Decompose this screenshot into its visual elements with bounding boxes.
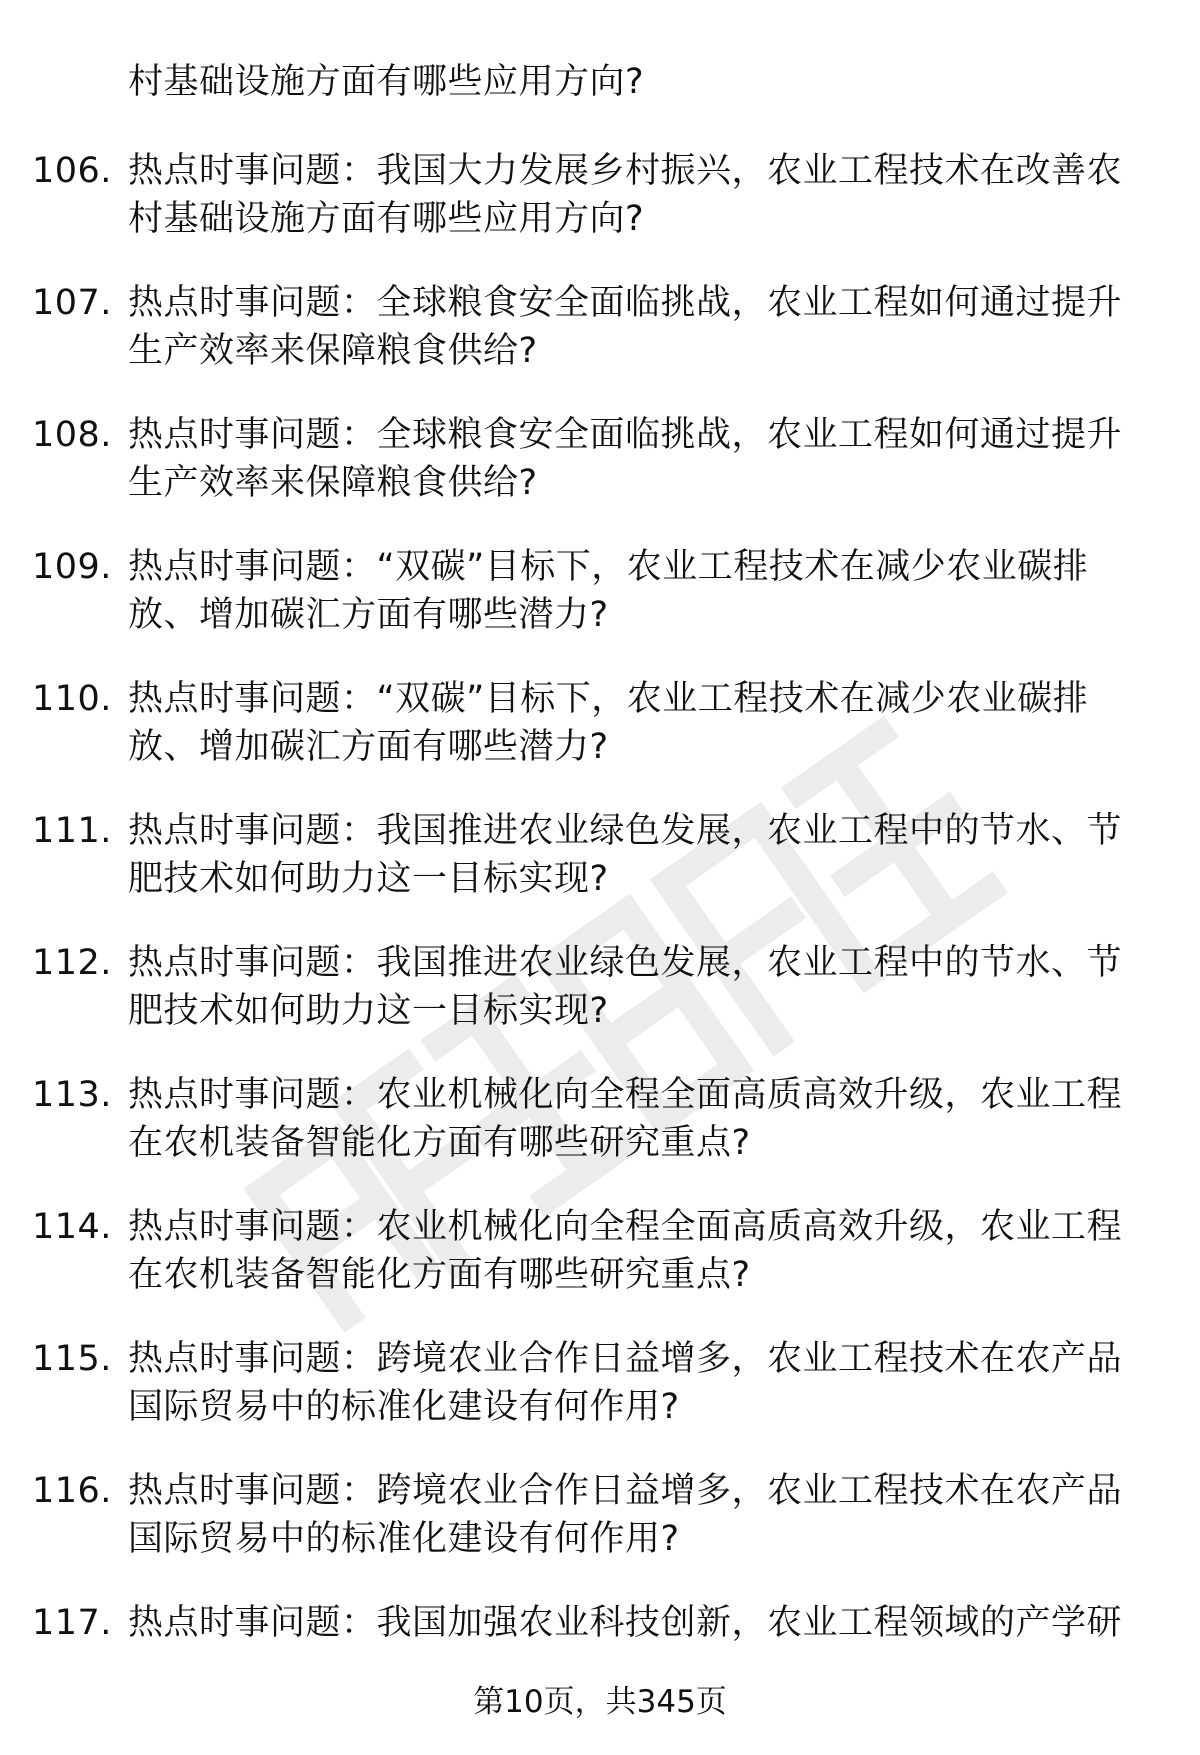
question-line: 肥技术如何助力这一目标实现? (128, 991, 609, 1031)
question-line: 热点时事问题：跨境农业合作日益增多，农业工程技术在农产品 (128, 1471, 1123, 1511)
question-number: 107. (32, 283, 112, 323)
question-number: 114. (32, 1207, 112, 1247)
list-item (0, 807, 1200, 939)
question-number: 109. (32, 547, 112, 587)
question-text (128, 939, 1138, 1035)
question-line: 热点时事问题：“双碳”目标下，农业工程技术在减少农业碳排 (128, 679, 1089, 719)
list-item (0, 1071, 1200, 1203)
question-line: 热点时事问题：跨境农业合作日益增多，农业工程技术在农产品 (128, 1339, 1123, 1379)
question-number: 111. (32, 811, 112, 851)
page-footer: 第10页，共345页 (473, 1684, 727, 1720)
question-line: 热点时事问题：农业机械化向全程全面高质高效升级，农业工程 (128, 1207, 1123, 1247)
question-text (128, 411, 1138, 507)
question-number: 113. (32, 1075, 112, 1115)
question-line: 生产效率来保障粮食供给? (128, 331, 538, 371)
question-line: 热点时事问题：全球粮食安全面临挑战，农业工程如何通过提升 (128, 283, 1123, 323)
question-line: 热点时事问题：我国推进农业绿色发展，农业工程中的节水、节 (128, 943, 1123, 983)
list-item (0, 675, 1200, 807)
question-text (128, 1203, 1138, 1299)
question-text (128, 543, 1138, 639)
question-list (0, 147, 1200, 1731)
question-text (128, 1467, 1138, 1563)
question-text (128, 279, 1138, 375)
question-text (128, 807, 1138, 903)
question-number: 110. (32, 679, 112, 719)
list-item (0, 543, 1200, 675)
list-item (0, 1467, 1200, 1599)
list-item (0, 1203, 1200, 1335)
question-number: 116. (32, 1471, 112, 1511)
list-item (0, 1335, 1200, 1467)
question-line: 热点时事问题：农业机械化向全程全面高质高效升级，农业工程 (128, 1075, 1123, 1115)
question-line: 热点时事问题：“双碳”目标下，农业工程技术在减少农业碳排 (128, 547, 1089, 587)
list-item (0, 939, 1200, 1071)
question-line: 在农机装备智能化方面有哪些研究重点? (128, 1123, 751, 1163)
continuation-text: 村基础设施方面有哪些应用方向? (128, 62, 645, 102)
question-text (128, 675, 1138, 771)
question-line: 放、增加碳汇方面有哪些潜力? (128, 727, 609, 767)
question-line: 热点时事问题：我国加强农业科技创新，农业工程领域的产学研 (128, 1603, 1123, 1643)
question-text (128, 147, 1138, 243)
list-item (0, 411, 1200, 543)
question-text (128, 1335, 1138, 1431)
question-line: 放、增加碳汇方面有哪些潜力? (128, 595, 609, 635)
question-text (128, 1071, 1138, 1167)
question-line: 热点时事问题：我国推进农业绿色发展，农业工程中的节水、节 (128, 811, 1123, 851)
question-line: 热点时事问题：我国大力发展乡村振兴，农业工程技术在改善农 (128, 151, 1123, 191)
question-line: 热点时事问题：全球粮食安全面临挑战，农业工程如何通过提升 (128, 415, 1123, 455)
question-number: 117. (32, 1603, 112, 1643)
question-line: 在农机装备智能化方面有哪些研究重点? (128, 1255, 751, 1295)
question-number: 115. (32, 1339, 112, 1379)
question-number: 106. (32, 151, 112, 191)
list-item (0, 147, 1200, 279)
question-line: 村基础设施方面有哪些应用方向? (128, 199, 645, 239)
question-line: 国际贸易中的标准化建设有何作用? (128, 1387, 680, 1427)
list-item (0, 279, 1200, 411)
question-line: 肥技术如何助力这一目标实现? (128, 859, 609, 899)
question-line: 生产效率来保障粮食供给? (128, 463, 538, 503)
question-number: 108. (32, 415, 112, 455)
question-text (128, 1599, 1138, 1647)
question-line: 国际贸易中的标准化建设有何作用? (128, 1519, 680, 1559)
question-number: 112. (32, 943, 112, 983)
